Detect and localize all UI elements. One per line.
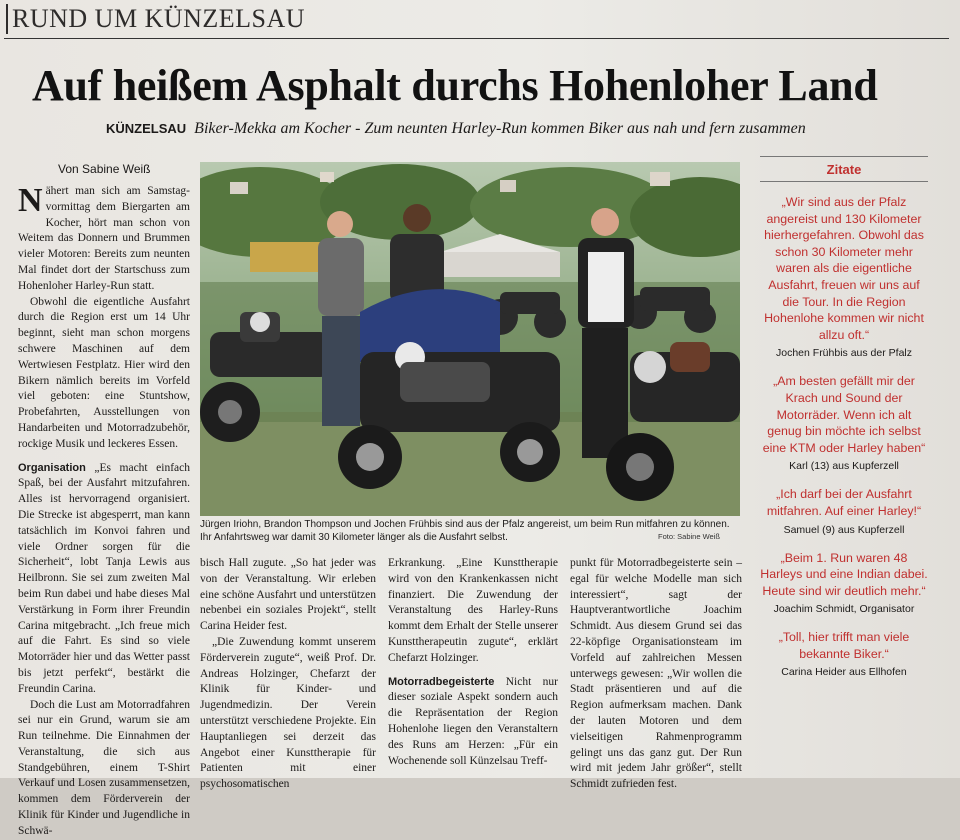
paragraph-text: ähert man sich am Samstag-vormittag dem Biergarten am Kocher, hört man schon von Weitem das Donnern und Brummen vieler Motoren: Bereits zum neunten Mal findet dort der Startschuss zum Hohenloher Harley-Run statt. — [18, 185, 190, 292]
article-paragraph: bisch Hall zugute. „So hat jeder was von der Veranstaltung. Wir erleben eine schöne Ausfahrt und unterstützen nebenbei ein soziales Projekt“, stellt Carina Heider fest. — [200, 557, 376, 633]
article-column-1 — [18, 184, 190, 840]
quote-text: „Wir sind aus der Pfalz angereist und 130 Kilometer hierhergefahren. Obwohl das schon 30 Kilometer mehr waren als die eigentliche Ausfahrt, freuen wir uns auf die Tour. In die Region Hohenlohe kommen wir nicht allzu oft.“ — [764, 195, 924, 342]
quote-text: „Toll, hier trifft man viele bekannte Biker.“ — [778, 630, 910, 661]
byline: Von Sabine Weiß — [58, 162, 151, 176]
photo-credit: Foto: Sabine Weiß — [658, 532, 720, 541]
quote-text: „Ich darf bei der Ausfahrt mitfahren. Auf einer Harley!“ — [766, 487, 922, 518]
quote-block — [760, 629, 928, 679]
paragraph-label: Organisation — [18, 461, 86, 474]
quote-block — [760, 194, 928, 360]
article-paragraph: Erkrankung. „Eine Kunsttherapie wird von den Krankenkassen nicht finanziert. Die Zuwendung der Veranstaltung des Harley-Runs kommt dem Erhalt der Stelle unserer Kunsttherapeutin zugute“, erklärt Chefarzt Holzinger. — [388, 557, 558, 664]
article-paragraph: „Die Zuwendung kommt unserem Förderverein zugute“, weiß Prof. Dr. Andreas Holzinger, Chefarzt der Klinik für Kinder- und Jugendmedizin. Der Verein unterstützt verschiedene Projekte. Ein Hauptanliegen sei derzeit das Angebot einer Kunsttherapie für Patienten mit einer psychosomatischen — [200, 635, 376, 791]
quote-attribution: Carina Heider aus Ellhofen — [781, 666, 907, 679]
drop-cap: N — [18, 182, 43, 219]
quote-block — [760, 373, 928, 473]
quote-block — [760, 550, 928, 617]
quote-attribution: Jochen Frühbis aus der Pfalz — [776, 347, 912, 360]
sidebar-divider — [760, 181, 928, 182]
quote-attribution: Karl (13) aus Kupferzell — [789, 460, 899, 473]
article-paragraph — [388, 675, 558, 770]
article-paragraph — [18, 184, 190, 295]
sidebar-divider — [760, 156, 928, 157]
paragraph-label: Motorradbegeisterte — [388, 675, 495, 688]
bikers-photo-illustration — [200, 162, 740, 516]
paragraph-text: „Es macht einfach Spaß, bei der Ausfahrt mitzufahren. Alles ist hervorragend organisiert. Die Strecke ist abgesperrt, man kann tatsächlich im Konvoi fahren und viele Ordner sorgen für die Sicherheit“, lobt Tanja Lewis aus Heilbronn. Sie sei zum zweiten Mal beim Run dabei und habe dieses Mal Verstärkung in Form ihrer Freundin Carina mitgebracht. „Ich freue mich auf die Fahrt. Es sind so viele Motorräder hier und das Wetter passt bis jetzt perfekt“, bestärkt die Freundin Carina. — [18, 461, 190, 695]
quotes-sidebar — [760, 156, 928, 679]
subheadline — [106, 120, 806, 138]
photo-caption: Jürgen Iriohn, Brandon Thompson und Jochen Frühbis sind aus der Pfalz angereist, um beim Run mitfahren zu können. Ihr Anfahrtsweg war damit 30 Kilometer länger als die Ausfahrt selbst. — [200, 519, 730, 543]
paragraph-text: Nicht nur dieser soziale Aspekt sondern auch die Repräsentation der Region Hohenlohe liegen den Veranstaltern des Runs am Herzen: „Für ein Wochenende soll Künzelsau Treff- — [388, 675, 558, 767]
quote-attribution: Samuel (9) aus Kupferzell — [783, 523, 905, 536]
section-title: RUND UM KÜNZELSAU — [6, 4, 305, 34]
quote-text: „Beim 1. Run waren 48 Harleys und eine Indian dabei. Heute sind wir deutlich mehr.“ — [760, 550, 928, 598]
section-divider — [4, 38, 949, 39]
article-photo — [200, 162, 740, 516]
article-column-3 — [388, 556, 558, 769]
subheadline-text: Biker-Mekka am Kocher - Zum neunten Harley-Run kommen Biker aus nah und fern zusammen — [194, 120, 806, 137]
article-paragraph: Obwohl die eigentliche Ausfahrt durch die Region erst um 14 Uhr beginnt, sieht man schon morgens schwere Maschinen auf dem Wertwiesen Festplatz. Hier wird den Bikern nämlich bereits im Vorfeld viel geboten: eine Stuntshow, Probefahrten, Ausstellungen von Handarbeiten und Motorradzubehör, rockige Musik und leckeres Essen. — [18, 295, 190, 450]
article-paragraph: punkt für Motorradbegeisterte sein – egal für welche Modelle man sich interessiert“, sagt der Hauptverantwortliche Joachim Schmidt. Aus diesem Grund sei das 22-köpfige Organisationsteam im Vorfeld auf zahlreichen Messen unterwegs gewesen: „Wir wollen die Stadt präsentieren und auf die Region aufmerksam machen. Dank der lauten Motoren und dem vielseitigen Rahmenprogramm gelingt uns das ganz gut. Der Run wird mit jedem Jahr größer“, stellt Schmidt zufrieden fest. — [570, 557, 742, 791]
sidebar-title: Zitate — [826, 162, 862, 177]
quote-attribution: Joachim Schmidt, Organisator — [773, 603, 915, 616]
headline: Auf heißem Asphalt durchs Hohenloher Land — [32, 61, 878, 110]
dateline: KÜNZELSAU — [106, 121, 187, 136]
quote-block — [760, 486, 928, 536]
article-column-2 — [200, 556, 376, 793]
article-paragraph: Doch die Lust am Motorradfahren sei nur ein Grund, warum sie am Run teilnehme. Die Einnahmen der Veranstaltung, die sich aus Standgebühren, einem T-Shirt Verkauf und Losen zusammensetzen, kommen dem Förderverein der Klinik für Kinder und Jugendliche in Schwä- — [18, 698, 190, 837]
article-paragraph — [18, 461, 190, 698]
quote-text: „Am besten gefällt mir der Krach und Sound der Motorräder. Wenn ich alt genug bin möchte ich selbst eine KTM oder Harley haben“ — [762, 374, 926, 455]
article-column-4 — [570, 556, 742, 793]
